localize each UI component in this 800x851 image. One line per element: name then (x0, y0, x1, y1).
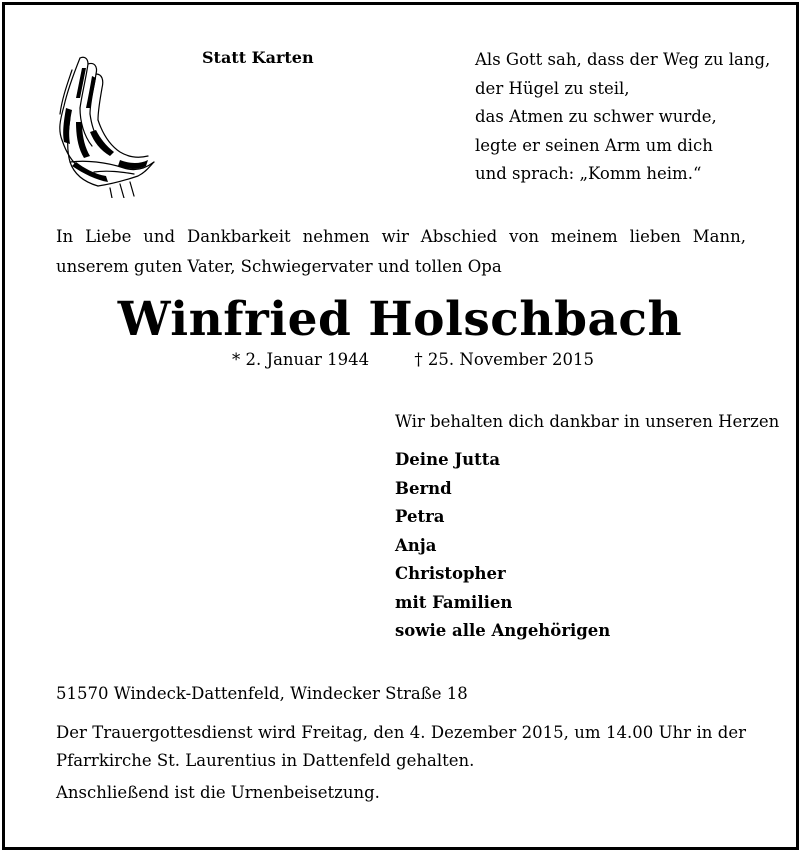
mourner-name: Deine Jutta (395, 450, 501, 469)
birth-date: * 2. Januar 1944 (232, 350, 370, 369)
poem-line: legte er seinen Arm um dich (475, 135, 713, 155)
mourner-list (395, 446, 610, 646)
death-date: † 25. November 2015 (414, 350, 594, 369)
funeral-service-info: Der Trauergottesdienst wird Freitag, den 4. Dezember 2015, um 14.00 Uhr in der Pfarrkirche St. Laurentius in Dattenfeld gehalten. (56, 723, 746, 770)
poem (475, 46, 770, 189)
family-address: 51570 Windeck-Dattenfeld, Windecker Straße 18 (56, 684, 468, 703)
memory-line: Wir behalten dich dankbar in unseren Herzen (395, 412, 780, 431)
mourner-name: Bernd (395, 478, 452, 498)
mourner-name: Anja (395, 535, 437, 555)
mourner-name: Christopher (395, 564, 506, 583)
mourner-name: mit Familien (395, 592, 513, 612)
poem-line: der Hügel zu steil, (475, 78, 630, 98)
deceased-name: Winfried Holschbach (117, 292, 683, 347)
praying-hands-icon (50, 48, 158, 198)
life-dates (232, 350, 594, 369)
poem-line: und sprach: „Komm heim.“ (475, 164, 702, 183)
statt-karten-label: Statt Karten (202, 48, 314, 67)
urn-burial-info: Anschließend ist die Urnenbeisetzung. (56, 783, 380, 802)
poem-line: das Atmen zu schwer wurde, (475, 107, 717, 126)
poem-line: Als Gott sah, dass der Weg zu lang, (475, 50, 771, 69)
farewell-intro: In Liebe und Dankbarkeit nehmen wir Abschied von meinem lieben Mann, unserem guten Vater, Schwiegervater und tollen Opa (56, 227, 746, 276)
mourner-name: Petra (395, 507, 445, 526)
mourner-name: sowie alle Angehörigen (395, 621, 611, 640)
